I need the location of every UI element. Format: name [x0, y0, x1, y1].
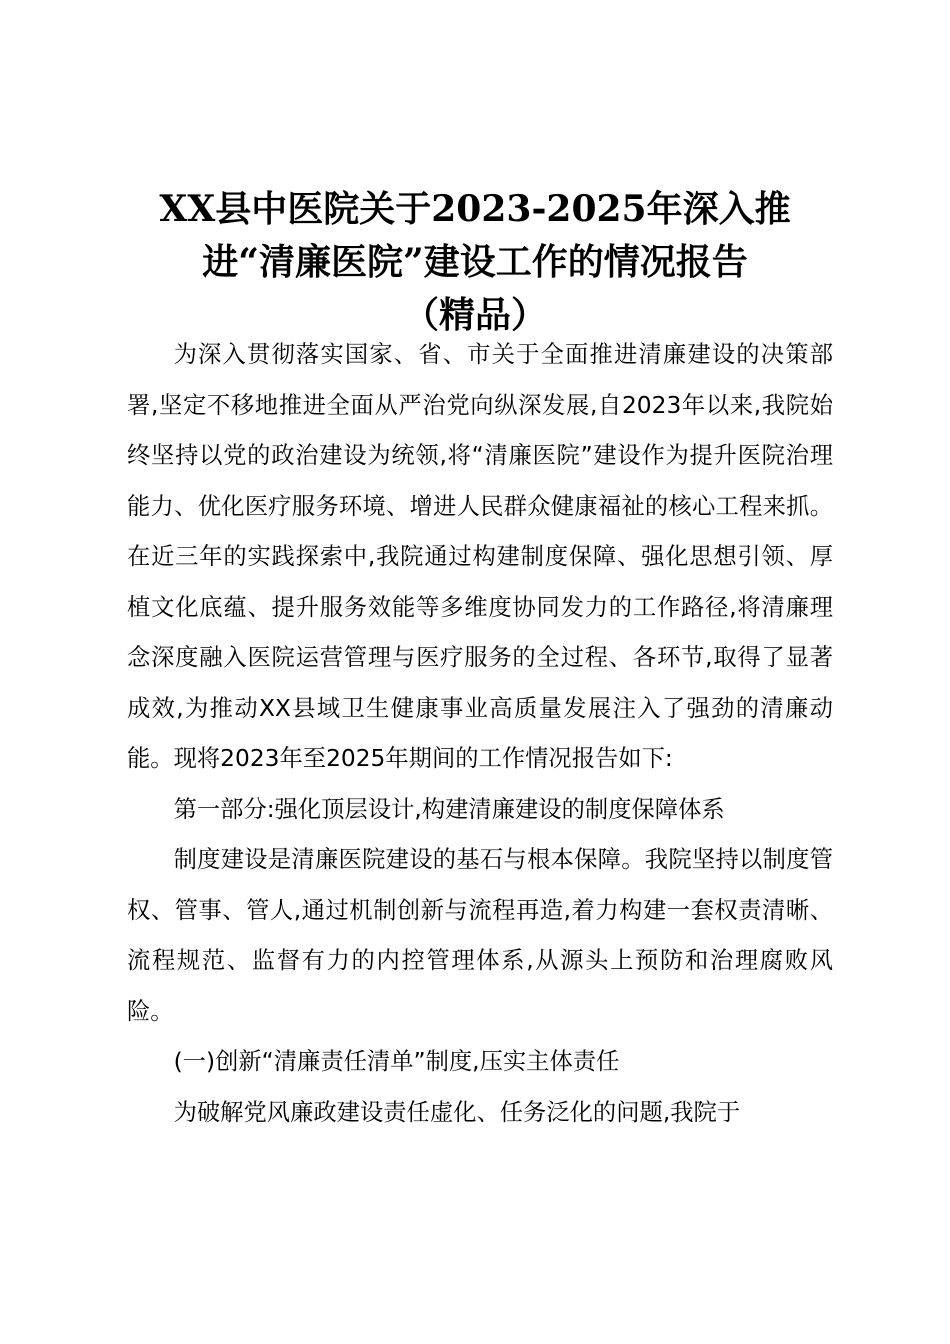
title-line-2: 进“清廉医院”建设工作的情况报告 [202, 241, 748, 283]
title-line-3: （精品） [402, 294, 547, 336]
document-body [127, 330, 833, 1138]
title-line-1: XX县中医院关于2023-2025年深入推 [159, 188, 791, 230]
subsection-paragraph: 为破解党风廉政建设责任虚化、任务泛化的问题,我院于 [173, 1098, 741, 1126]
intro-paragraph: 为深入贯彻落实国家、省、市关于全面推进清廉建设的决策部署,坚定不移地推进全面从严治党向纵深发展,自2023年以来,我院始终坚持以党的政治建设为统领,将“清廉医院”建设作为提升医院治理能力、优化医疗服务环境、增进人民群众健康福祉的核心工程来抓。在近三年的实践探索中,我院通过构建制度保障、强化思想引领、厚植文化底蕴、提升服务效能等多维度协同发力的工作路径,将清廉理念深度融入医院运营管理与医疗服务的全过程、各环节,取得了显著成效,为推动XX县域卫生健康事业高质量发展注入了强劲的清廉动能。现将2023年至2025年期间的工作情况报告如下: [127, 341, 833, 772]
section-heading-part-one: 第一部分:强化顶层设计,构建清廉建设的制度保障体系 [173, 795, 725, 823]
section-paragraph: 制度建设是清廉医院建设的基石与根本保障。我院坚持以制度管权、管事、管人,通过机制创新与流程再造,着力构建一套权责清晰、流程规范、监督有力的内控管理体系,从源头上预防和治理腐败风险。 [127, 846, 833, 1025]
document-title [120, 183, 830, 342]
subsection-heading: (一)创新“清廉责任清单”制度,压实主体责任 [173, 1048, 620, 1075]
